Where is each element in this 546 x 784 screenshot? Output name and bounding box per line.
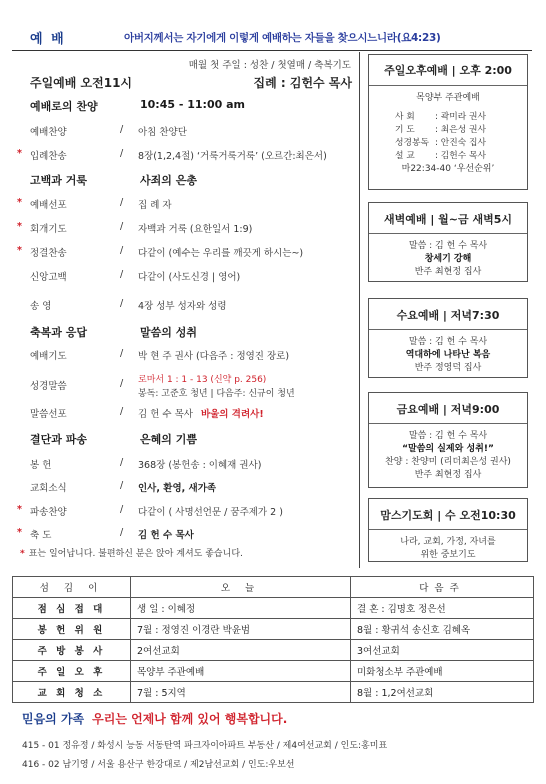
friday-preacher: 말씀 : 김 헌 수 목사 <box>408 431 488 441</box>
duty-label: 점 심 접 대 <box>13 598 131 619</box>
stand-marker: * <box>17 221 22 232</box>
order-label: 파송찬양 <box>30 507 67 518</box>
list-item: 415 - 01 정유정 / 화성시 능동 서동탄역 파크자이아파트 부동산 / 제4여선교회 / 인도:홍미표 <box>22 741 388 751</box>
family-message: 우리는 언제나 함께 있어 행복합니다. <box>92 712 288 726</box>
main-service-header <box>30 74 352 91</box>
order-separator: / <box>120 348 124 359</box>
duty-today: 목양부 주관예배 <box>131 661 351 682</box>
order-separator: / <box>120 457 124 468</box>
role-label: 사 회 <box>395 112 415 122</box>
afternoon-service-title: 주일오후예배 | 오후 2:00 <box>384 64 512 77</box>
section-title: 축복과 응답 <box>30 326 87 339</box>
order-label: 축 도 <box>30 530 52 541</box>
section-detail: 사죄의 은총 <box>140 174 197 187</box>
order-label: 예배기도 <box>30 351 67 362</box>
duty-today: 생 일 : 이혜정 <box>131 598 351 619</box>
order-separator: / <box>120 221 124 232</box>
afternoon-host: 목양부 주관예배 <box>416 93 480 103</box>
section-title: 결단과 파송 <box>30 433 87 446</box>
order-separator: / <box>120 480 124 491</box>
order-separator: / <box>120 197 124 208</box>
stand-marker: * <box>17 197 22 208</box>
duty-today: 2여선교회 <box>131 640 351 661</box>
main-service-panel <box>12 52 360 568</box>
scripture-reference: 로마서 1 : 1 - 13 (신약 p. 256) <box>138 375 267 385</box>
order-label: 예배찬양 <box>30 127 67 138</box>
order-value: 368장 (봉헌송 : 이혜재 권사) <box>138 460 262 471</box>
main-service-title: 주일예배 오전11시 <box>30 76 133 90</box>
duty-next: 8월 : 1,2여선교회 <box>351 682 534 703</box>
friday-service-title: 금요예배 | 저녁9:00 <box>396 403 500 416</box>
order-label: 입례찬송 <box>30 151 67 162</box>
afternoon-role <box>369 150 527 163</box>
stand-marker: * <box>17 245 22 256</box>
afternoon-role <box>369 124 527 137</box>
sermon-title: 바울의 격려사! <box>200 409 264 420</box>
order-value: 집 례 자 <box>138 200 172 211</box>
order-value <box>138 406 264 420</box>
role-label: 성경봉독 <box>395 138 429 148</box>
scripture-reader: 봉독: 고준호 청년 | 다음주: 신규이 청년 <box>138 389 295 399</box>
order-label: 예배선포 <box>30 200 67 211</box>
order-separator: / <box>120 298 124 309</box>
duty-table <box>12 576 534 703</box>
monthly-schedule: 매월 첫 주일 : 성찬 / 첫열매 / 축복기도 <box>188 60 351 71</box>
stand-marker: * <box>17 527 22 538</box>
role-value: : 안진숙 집사 <box>435 138 487 148</box>
order-separator: / <box>120 504 124 515</box>
order-label: 회개기도 <box>30 224 67 235</box>
order-value: 인사, 환영, 새가족 <box>138 483 217 494</box>
table-header-cell: 다음주 <box>351 577 534 598</box>
dawn-accompanist: 반주 최현정 집사 <box>414 267 482 277</box>
prayer-topic-line1: 나라, 교회, 가정, 자녀를 <box>400 537 496 547</box>
order-value: 박 현 주 권사 (다음주 : 정영진 장로) <box>138 351 290 362</box>
order-label: 송 영 <box>30 301 52 312</box>
order-separator: / <box>120 245 124 256</box>
table-header-cell: 오 늘 <box>131 577 351 598</box>
duty-label: 주 일 오 후 <box>13 661 131 682</box>
order-value: 다같이 ( 사명선언문 / 꿈주제가 2 ) <box>138 507 283 518</box>
table-header-cell: 섬 김 이 <box>13 577 131 598</box>
friday-topic: “말씀의 실제와 성취!” <box>402 444 494 454</box>
role-label: 기 도 <box>395 125 415 135</box>
role-value: : 최은성 권사 <box>435 125 487 135</box>
wednesday-topic: 역대하에 나타난 복음 <box>405 350 491 360</box>
duty-label: 교 회 청 소 <box>13 682 131 703</box>
order-label: 성경말씀 <box>30 381 67 392</box>
section-detail: 은혜의 기쁨 <box>140 433 197 446</box>
order-separator: / <box>120 406 124 417</box>
preacher: 김 헌 수 목사 <box>138 409 193 420</box>
role-value: : 김헌수 목사 <box>435 151 487 161</box>
table-row <box>13 598 534 619</box>
afternoon-role <box>369 111 527 124</box>
prayer-meeting-title: 맘스기도회 | 수 오전10:30 <box>380 509 516 522</box>
table-row <box>13 640 534 661</box>
order-value: 김 헌 수 목사 <box>138 530 194 541</box>
worship-title: 예 배 <box>30 32 66 47</box>
order-label: 봉 헌 <box>30 460 52 471</box>
duty-label: 주 방 봉 사 <box>13 640 131 661</box>
header-divider <box>12 50 532 51</box>
table-row <box>13 619 534 640</box>
duty-next: 3여선교회 <box>351 640 534 661</box>
section-title: 고백과 거룩 <box>30 174 87 187</box>
friday-praise: 찬양 : 찬양미 (리더최은성 권사) <box>385 457 511 467</box>
dawn-service-box <box>368 202 528 282</box>
section-heading <box>30 431 197 447</box>
duty-next: 결 혼 : 김명호 정은선 <box>351 598 534 619</box>
duty-label: 봉 헌 위 원 <box>13 619 131 640</box>
wednesday-accompanist: 반주 정영덕 집사 <box>414 363 482 373</box>
other-services-panel <box>360 52 532 568</box>
order-label: 교회소식 <box>30 483 67 494</box>
order-value: 다같이 (사도신경 | 영어) <box>138 272 241 283</box>
order-value: 자백과 거룩 (요한일서 1:9) <box>138 224 253 235</box>
header-verse: 아버지께서는 자기에게 이렇게 예배하는 자들을 찾으시느니라(요4:23) <box>124 32 441 44</box>
main-service-presider: 집례 : 김헌수 목사 <box>253 76 352 90</box>
wednesday-service-title: 수요예배 | 저녁7:30 <box>396 309 500 322</box>
standing-note <box>20 546 243 559</box>
box-divider <box>369 529 527 530</box>
order-separator: / <box>120 148 124 159</box>
order-separator: / <box>120 378 124 389</box>
stand-marker: * <box>17 148 22 159</box>
order-value: 4장 성부 성자와 성령 <box>138 301 227 312</box>
duty-next: 미화청소부 주관예배 <box>351 661 534 682</box>
section-heading <box>30 98 245 114</box>
wednesday-preacher: 말씀 : 김 헌 수 목사 <box>408 337 488 347</box>
order-value: 다같이 (예수는 우리를 깨끗게 하시는~) <box>138 248 304 259</box>
table-row <box>13 682 534 703</box>
afternoon-service-box <box>368 54 528 190</box>
order-separator: / <box>120 527 124 538</box>
table-header-row <box>13 577 534 598</box>
role-label: 설 교 <box>395 151 415 161</box>
order-label: 신앙고백 <box>30 272 67 283</box>
role-value: : 곽미라 권사 <box>435 112 487 122</box>
section-detail: 말씀의 성취 <box>140 326 197 339</box>
box-divider <box>369 233 527 234</box>
box-divider <box>369 423 527 424</box>
note-text: 표는 일어납니다. 불편하신 분은 앉아 계셔도 좋습니다. <box>28 549 243 559</box>
section-heading <box>30 172 197 188</box>
duty-today: 7월 : 5지역 <box>131 682 351 703</box>
list-item: 416 - 02 남기영 / 서울 용산구 한강대로 / 제2남선교회 / 인도:우보선 <box>22 760 295 770</box>
dawn-service-title: 새벽예배 | 월~금 새벽5시 <box>383 213 512 226</box>
order-label: 말씀선포 <box>30 409 67 420</box>
section-detail: 10:45 - 11:00 am <box>140 98 245 111</box>
dawn-topic: 창세기 강해 <box>424 254 472 264</box>
order-value: 8장(1,2,4절) ‘거룩거룩거룩’ (오르간:최은서) <box>138 151 327 162</box>
box-divider <box>369 85 527 86</box>
family-heading <box>22 710 287 727</box>
prayer-meeting-box <box>368 498 528 562</box>
family-title: 믿음의 가족 <box>22 712 85 726</box>
section-heading <box>30 324 197 340</box>
afternoon-role <box>369 137 527 150</box>
section-title: 예배로의 찬양 <box>30 100 98 113</box>
order-separator: / <box>120 269 124 280</box>
wednesday-service-box <box>368 298 528 378</box>
bulletin-header <box>0 24 546 50</box>
prayer-topic-line2: 위한 중보기도 <box>420 550 476 560</box>
afternoon-text: 마22:34-40 ‘우선순위’ <box>401 164 495 174</box>
order-value: 아침 찬양단 <box>138 127 187 138</box>
friday-accompanist: 반주 최현정 집사 <box>414 470 482 480</box>
duty-today: 7월 : 정영진 이경란 박윤범 <box>131 619 351 640</box>
table-row <box>13 661 534 682</box>
duty-next: 8월 : 황귀석 송신호 김혜옥 <box>351 619 534 640</box>
box-divider <box>369 329 527 330</box>
stand-marker: * <box>17 504 22 515</box>
dawn-preacher: 말씀 : 김 헌 수 목사 <box>408 241 488 251</box>
order-label: 정결찬송 <box>30 248 67 259</box>
stand-marker: * <box>20 549 25 559</box>
order-separator: / <box>120 124 124 135</box>
friday-service-box <box>368 392 528 488</box>
